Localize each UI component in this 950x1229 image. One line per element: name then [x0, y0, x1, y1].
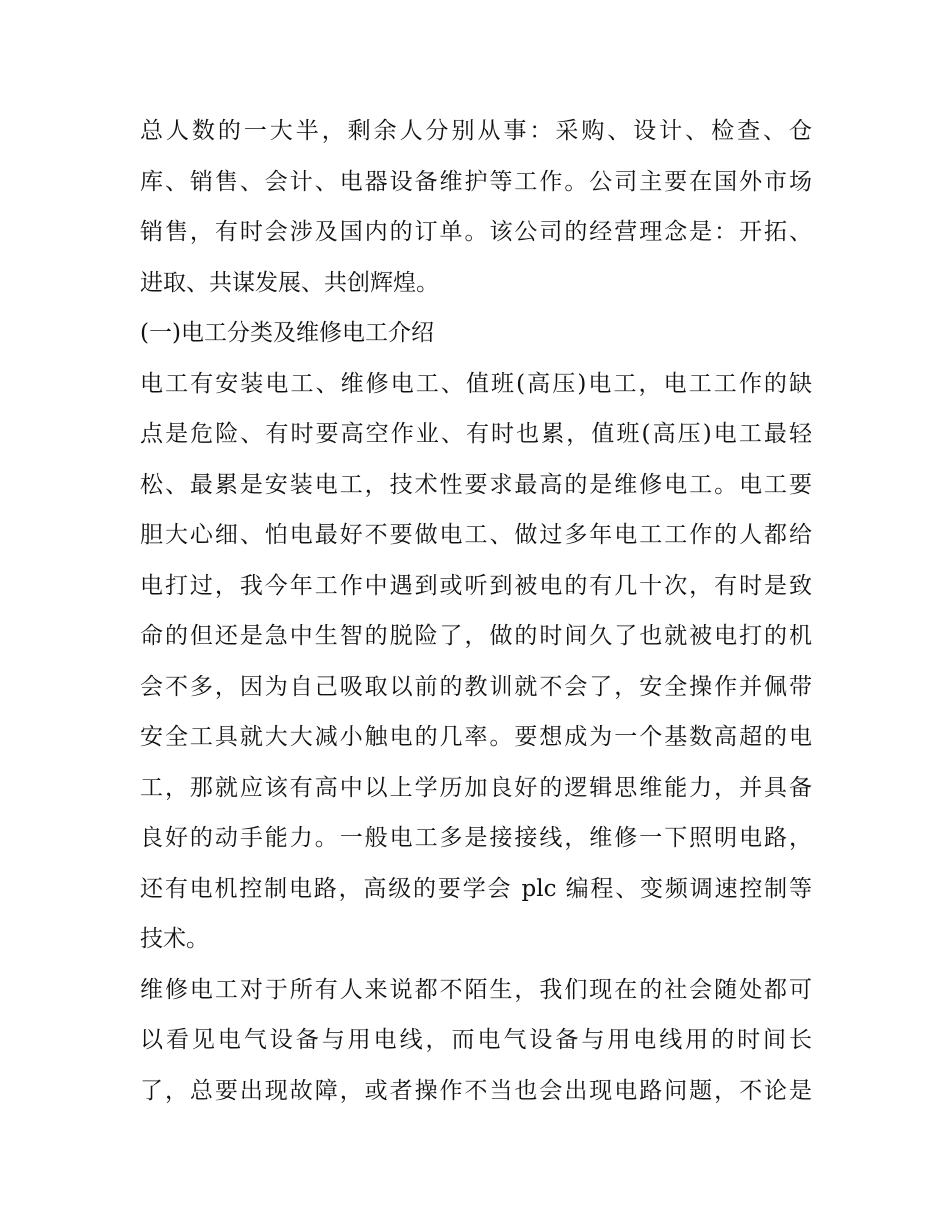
- text-line: 电打过，我今年工作中遇到或听到被电的有几十次，有时是致: [140, 572, 812, 599]
- text-line: 进取、共谋发展、共创辉煌。: [140, 269, 439, 296]
- text-line: 松、最累是安装电工，技术性要求最高的是维修电工。电工要: [140, 471, 812, 498]
- paragraph-electrician-types: [140, 359, 812, 965]
- text-line: 以看见电气设备与用电线，而电气设备与用电线用的时间长: [140, 1027, 812, 1053]
- document-body: [140, 106, 812, 1116]
- text-line: 工，那就应该有高中以上学历加良好的逻辑思维能力，并具备: [140, 774, 812, 801]
- text-line: 还有电机控制电路，高级的要学会 plc 编程、变频调速控制等: [140, 875, 812, 902]
- heading-text: (一)电工分类及维修电工介绍: [140, 320, 434, 346]
- paragraph-maintenance-electrician: [140, 965, 812, 1117]
- text-line: 会不多，因为自己吸取以前的教训就不会了，安全操作并佩带: [140, 673, 812, 700]
- text-line: 库、销售、会计、电器设备维护等工作。公司主要在国外市场: [140, 168, 812, 195]
- text-line: 良好的动手能力。一般电工多是接接线，维修一下照明电路，: [140, 825, 812, 851]
- text-line: 了，总要出现故障，或者操作不当也会出现电路问题，不论是: [140, 1077, 812, 1104]
- section-heading: [140, 308, 812, 359]
- text-line: 销售，有时会涉及国内的订单。该公司的经营理念是：开拓、: [140, 219, 812, 245]
- text-line: 命的但还是急中生智的脱险了，做的时间久了也就被电打的机: [140, 623, 812, 649]
- text-line: 总人数的一大半，剩余人分别从事：采购、设计、检查、仓: [140, 118, 812, 144]
- text-line: 维修电工对于所有人来说都不陌生，我们现在的社会随处都可: [140, 976, 812, 1003]
- text-line: 胆大心细、怕电最好不要做电工、做过多年电工工作的人都给: [140, 522, 812, 548]
- paragraph-company-overview: [140, 106, 812, 308]
- text-line: 点是危险、有时要高空作业、有时也累，值班(高压)电工最轻: [140, 421, 812, 447]
- text-line: 电工有安装电工、维修电工、值班(高压)电工，电工工作的缺: [140, 370, 812, 397]
- text-line: 技术。: [140, 926, 209, 952]
- text-line: 安全工具就大大减小触电的几率。要想成为一个基数高超的电: [140, 724, 812, 750]
